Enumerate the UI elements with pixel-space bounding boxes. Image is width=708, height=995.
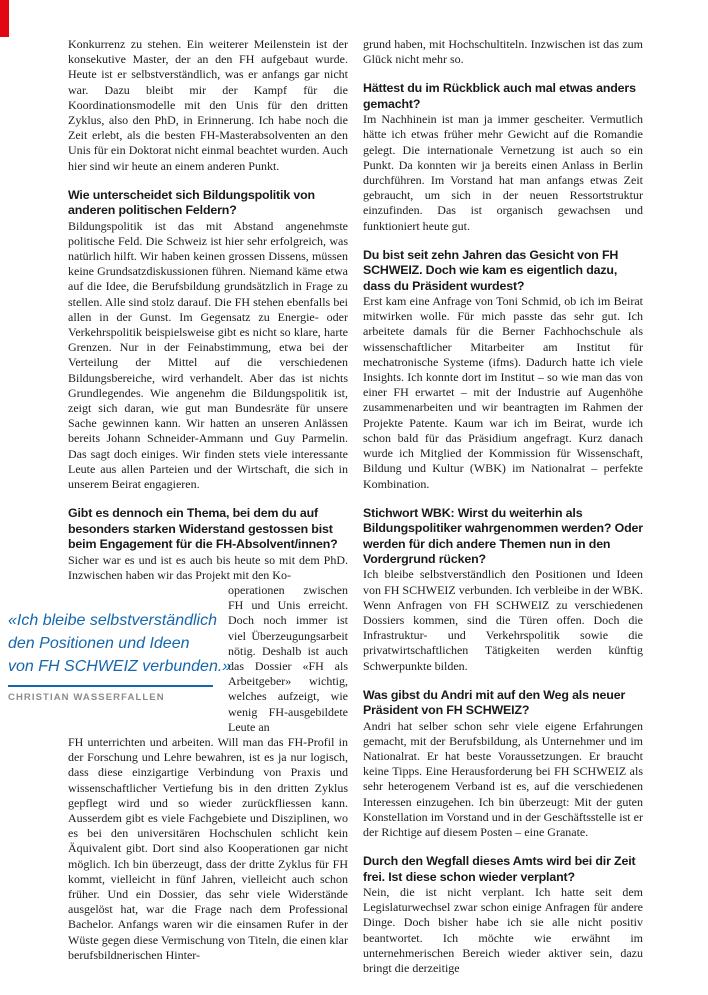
left-column [8, 37, 348, 976]
page-edge-marker [0, 0, 9, 37]
body-paragraph: Sicher war es und ist es auch bis heute so mit dem PhD. Inzwischen haben wir das Projekt mit den Ko- [68, 552, 348, 582]
body-paragraph: grund haben, mit Hochschultiteln. Inzwischen ist das zum Glück nicht mehr so. [363, 37, 643, 67]
quote-text-line: von FH SCHWEIZ verbunden.» [8, 657, 232, 675]
right-column [363, 37, 643, 976]
interview-question: Gibt es dennoch ein Thema, bei dem du auf besonders starken Widerstand gestossen bist beim Engagement für die FH-Absolvent/innen? [68, 506, 338, 552]
quote-divider [8, 685, 213, 687]
body-paragraph: Ich bleibe selbstverständlich den Positionen und Ideen von FH SCHWEIZ verbunden. Ich verbleibe in der WBK. Wenn Anfragen von FH SCHWEIZ zu verschiedenen Dossiers kommen, sind die Türen offen. Doch die Infrastruktur- und Verkehrspolitik sowie die privatwirtschaftlichen Tätigkeiten werden künftig Schwerpunkte bilden. [363, 567, 643, 673]
quote-text-line: den Positionen und Ideen [8, 634, 190, 652]
interview-question: Du bist seit zehn Jahren das Gesicht von FH SCHWEIZ. Doch wie kam es eigentlich dazu, dass du Präsident wurdest? [363, 247, 619, 293]
body-paragraph: Andri hat selber schon sehr viele eigene Erfahrungen gemacht, mit der Berufsbildung, als Unternehmer und im Nationalrat. Er hat beste Voraussetzungen. Er braucht keine Tipps. Eine Herausforderung bei FH SCHWEIZ als sehr heterogenem Verband ist es, auf die verschiedenen Interessen einzugehen. Ich bin überzeugt: Mit der guten Konstellation im Vorstand und in der Geschäftsstelle ist er der Richtige auf diesem Posten – eine Granate. [363, 718, 643, 839]
interview-question: Wie unterscheidet sich Bildungspolitik von anderen politischen Feldern? [68, 187, 315, 218]
body-paragraph: FH unterrichten und arbeiten. Will man das FH-Profil in der Forschung und Lehre bewahren, ist es ja nur logisch, dass diese einzigartige Verbindung von Praxis und wissenschaftlicher Vertiefung bis in den dritten Zyklus gepflegt wird und so wieder zurückfliessen kann. Ausserdem gibt es viele Fachgebiete und Disziplinen, wo es bei den universitären Hochschulen schlicht kein Äquivalent gibt. Dort sind also Kooperationen gar nicht möglich. Ich bin überzeugt, dass der dritte Zyklus für FH kommt, vielleicht in fünf Jahren, vielleicht auch schon früher. Und ein Dossier, das sehr viele Widerstände ausgelöst hat, war die Frage nach dem Professional Bachelor. Anfangs waren wir die einsamen Rufer in der Wüste gegen diese Vermischung von Titeln, die einen klar berufsbildnerischen Hinter- [68, 734, 348, 962]
body-paragraph: Erst kam eine Anfrage von Toni Schmid, ob ich im Beirat mitwirken wolle. Für mich passte das sehr gut. Ich arbeitete damals für die Berner Fachhochschule als wissenschaftlicher Mitarbeiter am Institut für mechatronische Systeme (ifms). Dadurch hatte ich viele Insights. Ich konnte dort im Institut – so wie man das von einer FH erwartet – mit der Industrie auf Augenhöhe zusammenarbeiten und wir beantragten im Rahmen der Projekte Patente. Kaum war ich im Beirat, wurde ich schon bald für das Präsidium angefragt. Kurz danach wurde ich Mitglied der Kommission für Wissenschaft, Bildung und Kultur (WBK) im Nationalrat – perfekte Kombination. [363, 294, 643, 491]
body-paragraph: Bildungspolitik ist das mit Abstand angenehmste politische Feld. Die Schweiz ist hier sehr erfolgreich, was natürlich hilft. Wir haben keinen grossen Dissens, müssen keine Grundsatzdiskussionen führen. Niemand käme etwa auf die Idee, die Berufsbildung grundsätzlich in Frage zu stellen. Alle sind stolz darauf. Die FH stehen ebenfalls bei allen in der Gunst. Im Gegensatz zu Energie- oder Verkehrspolitik beispielsweise gibt es nicht so klare, harte Grenzen. Nur in der Feinabstimmung, etwa bei der Verteilung der Mittel auf die verschiedenen Bildungsbereiche, wird verhandelt. Aber das ist nichts Grundlegendes. Wie angenehm die Bildungspolitik ist, zeigt sich daran, wie gut man Bundesräte für unsere Sache gewinnen kann. Wir hatten an unseren Anlässen bereits Johann Schneider-Ammann und Guy Parmelin. Das sagt doch einiges. Wir finden stets viele interessante Leute aus allen Parteien und der Wirtschaft, die sich in unserem Beirat engagieren. [68, 218, 348, 492]
pullquote-row [8, 582, 348, 735]
quote-text-line: «Ich bleibe selbstverständlich [8, 611, 218, 629]
body-paragraph: Nein, die ist nicht verplant. Ich hatte seit dem Legislaturwechsel zwar schon einige Anfragen für andere Dinge. Doch bisher habe ich sie alle nicht positiv beantwortet. Ich möchte wie erwähnt im unternehmerischen Bereich wieder aktiver sein, dazu bringt die derzeitige [363, 885, 643, 976]
interview-question: Hättest du im Rückblick auch mal etwas anders gemacht? [363, 81, 636, 111]
quote-author: CHRISTIAN WASSERFALLEN [8, 691, 165, 703]
interview-question: Durch den Wegfall dieses Amts wird bei dir Zeit frei. Ist diese schon wieder verplant? [363, 854, 636, 884]
interview-question: Stichwort WBK: Wirst du weiterhin als Bildungspolitiker wahrgenommen werden? Oder werden für dich andere Themen nun in den Vordergrund rücken? [363, 505, 643, 566]
body-paragraph: Im Nachhinein ist man ja immer gescheiter. Vermutlich hätte ich etwas früher mehr Gewicht auf die Romandie gelegt. Die internationale Vernetzung ist auch so ein Punkt. Da konnten wir ja bereits einen Anlass in Berlin durchführen. Im Vorstand hat man anfangs etwas Zeit gebraucht, um sich in der neuen Ressortstruktur einzufinden. Das ist organisch gewachsen und funktioniert heute gut. [363, 112, 643, 233]
body-paragraph: Konkurrenz zu stehen. Ein weiterer Meilenstein ist der konsekutive Master, der an den FH aufgebaut wurde. Heute ist er selbstverständlich, was er anfangs gar nicht war. Dazu bleibt mir der Kampf für die Koordinationsmodelle mit den Unis für den dritten Zyklus, also den PhD, in Erinnerung. Ich habe noch die Zeit erlebt, als die besten FH-Masterabsolventen an den Unis für ein Doktorat nicht einmal beachtet wurden. Auch hier sind wir heute an einem anderen Punkt. [68, 37, 348, 173]
interview-question: Was gibst du Andri mit auf den Weg als neuer Präsident von FH SCHWEIZ? [363, 687, 626, 718]
pull-quote [8, 609, 232, 703]
body-paragraph-beside-quote: operationen zwischen FH und Unis erreicht. Doch noch immer ist viel Überzeugungsarbeit nötig. Deshalb ist auch das Dossier «FH als Arbeitgeber» wichtig, welches aufzeigt, wie wenig FH-ausgebildete Leute an [228, 582, 348, 734]
